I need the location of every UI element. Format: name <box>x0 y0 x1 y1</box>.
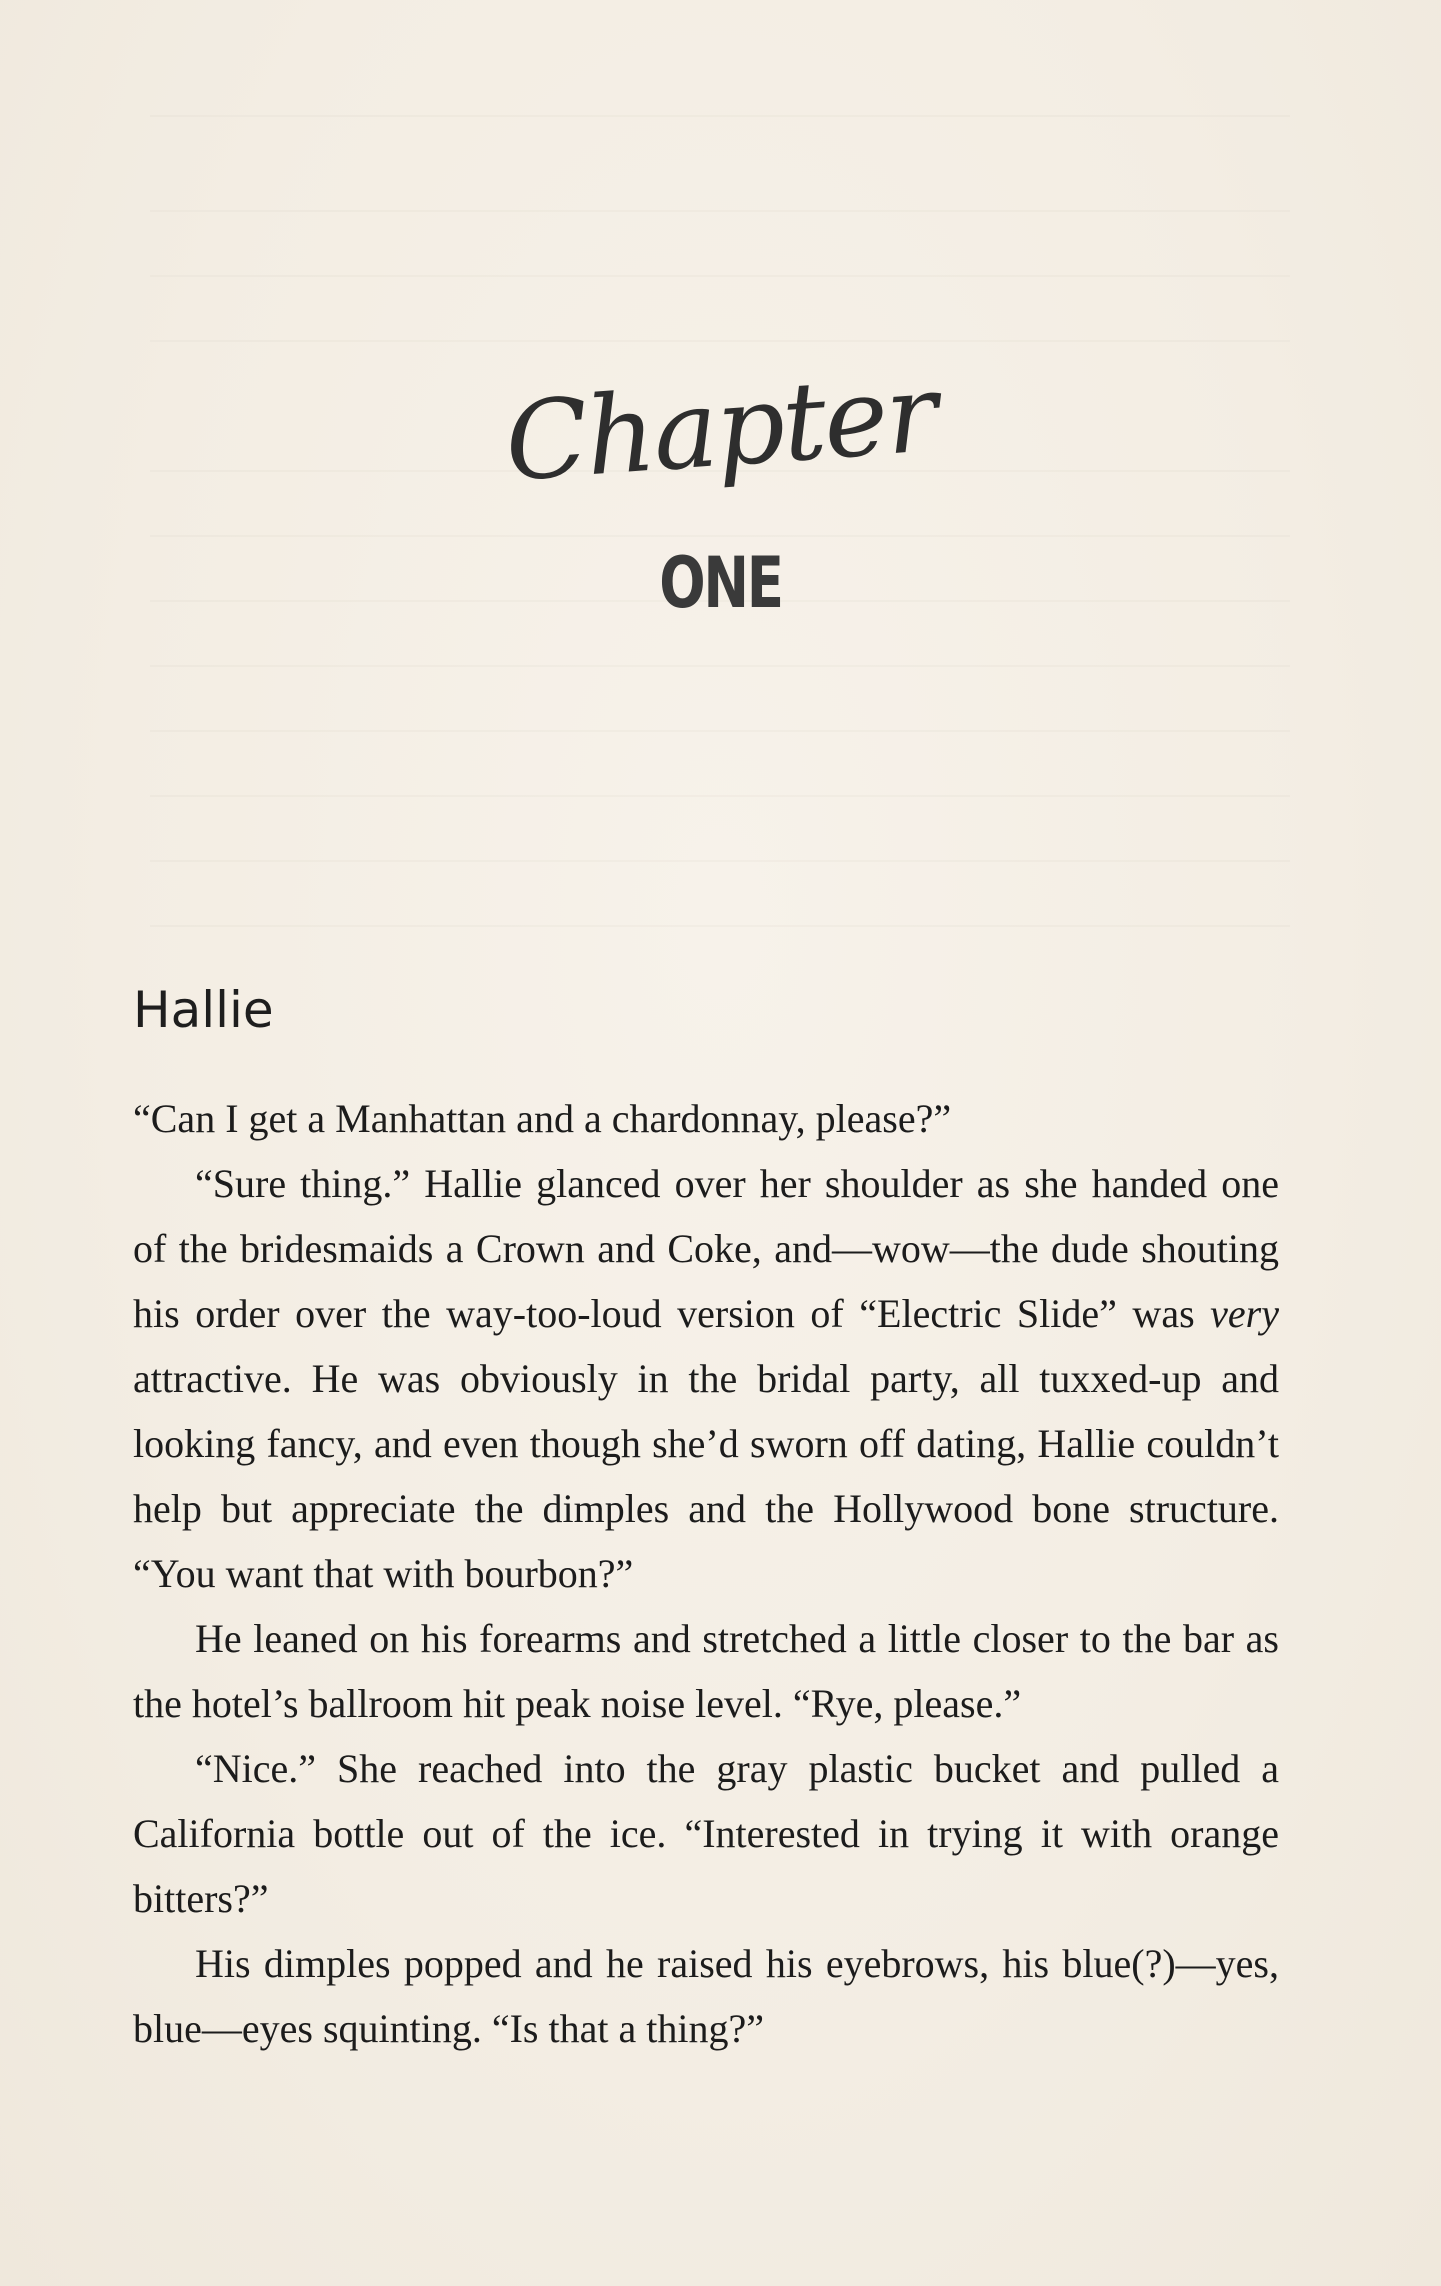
paragraph-text: “Can I get a Manhattan and a chardonnay, please?” <box>133 1096 952 1141</box>
bleed-through-line <box>150 795 1290 797</box>
paragraph-text: “Sure thing.” Hallie glanced over her shoulder as she handed one of the bridesmaids a Crown and Coke, and—wow—the dude shouting his order over the way-too-loud version of “Electric Slide” was <box>133 1161 1279 1336</box>
chapter-number: ONE <box>659 542 782 624</box>
chapter-body <box>133 1086 1279 2061</box>
bleed-through-line <box>150 210 1290 212</box>
bleed-through-line <box>150 860 1290 862</box>
chapter-heading-script: Chapter <box>501 351 940 506</box>
pov-character-name: Hallie <box>133 981 274 1039</box>
paragraph <box>133 1736 1279 1931</box>
emphasis-text: very <box>1210 1291 1279 1336</box>
paragraph <box>133 1086 1279 1151</box>
bleed-through-line <box>150 665 1290 667</box>
paragraph-text: He leaned on his forearms and stretched a little closer to the bar as the hotel’s ballroom hit peak noise level. “Rye, please.” <box>133 1616 1279 1726</box>
bleed-through-line <box>150 115 1290 117</box>
bleed-through-line <box>150 925 1290 927</box>
paragraph <box>133 1606 1279 1736</box>
paragraph-text: “Nice.” She reached into the gray plastic bucket and pulled a California bottle out of the ice. “Interested in trying it with orange bitters?” <box>133 1746 1279 1921</box>
bleed-through-line <box>150 275 1290 277</box>
paragraph <box>133 1151 1279 1606</box>
paragraph <box>133 1931 1279 2061</box>
paragraph-text: attractive. He was obviously in the bridal party, all tuxxed-up and looking fancy, and even though she’d sworn off dating, Hallie couldn’t help but appreciate the dimples and the Hollywood bone structure. “You want that with bourbon?” <box>133 1356 1279 1596</box>
bleed-through-line <box>150 730 1290 732</box>
bleed-through-line <box>150 535 1290 537</box>
paragraph-text: His dimples popped and he raised his eyebrows, his blue(?)—yes, blue—eyes squinting. “Is that a thing?” <box>133 1941 1279 2051</box>
bleed-through-line <box>150 340 1290 342</box>
